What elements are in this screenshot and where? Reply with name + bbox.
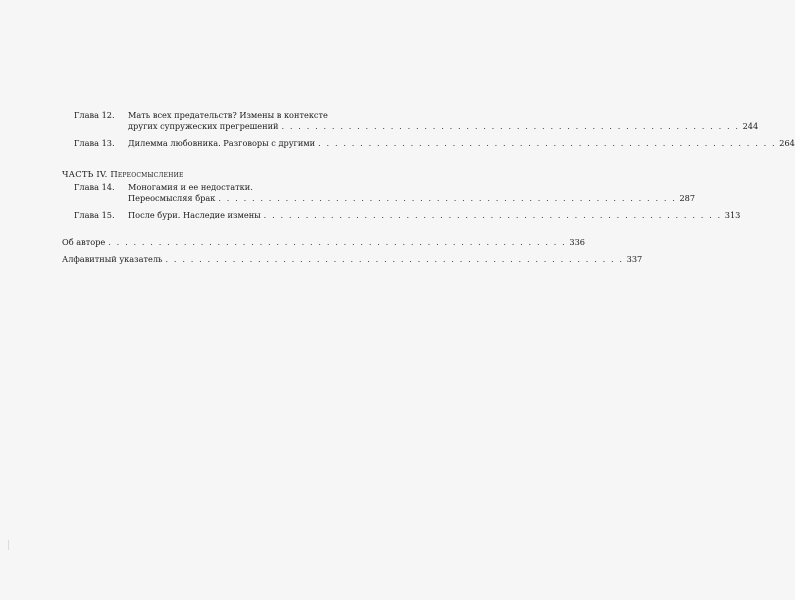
toc-entry-index[interactable] bbox=[62, 254, 643, 265]
page-number: 313 bbox=[724, 210, 741, 220]
page-number: 337 bbox=[626, 254, 643, 264]
part-title: Переосмысление bbox=[110, 169, 184, 179]
chapter-label: Глава 14. bbox=[74, 182, 115, 192]
chapter-label: Глава 12. bbox=[74, 110, 115, 120]
dot-leader: . . . . . . . . . . . . . . . . . . . . . . . . . . . . . . . . . . . . . . . . . . . . . . . . . . . . . . . bbox=[263, 210, 722, 220]
toc-entry-chapter-13[interactable] bbox=[62, 138, 795, 149]
section-title: Алфавитный указатель bbox=[62, 254, 163, 264]
part-heading bbox=[62, 169, 342, 180]
chapter-title-continued: Переосмысляя брак bbox=[128, 193, 216, 203]
part-number: ЧАСТЬ IV. bbox=[62, 169, 108, 179]
chapter-title: Моногамия и ее недостатки. bbox=[128, 182, 253, 192]
dot-leader: . . . . . . . . . . . . . . . . . . . . . . . . . . . . . . . . . . . . . . . . . . . . . . . . . . . . . . . bbox=[281, 121, 740, 131]
dot-leader: . . . . . . . . . . . . . . . . . . . . . . . . . . . . . . . . . . . . . . . . . . . . . . . . . . . . . . . bbox=[218, 193, 677, 203]
toc-entry-chapter-12[interactable] bbox=[62, 110, 759, 132]
chapter-title: После бури. Наследие измены bbox=[128, 210, 261, 220]
toc-entry-chapter-14[interactable] bbox=[62, 182, 696, 204]
page-number: 264 bbox=[779, 138, 795, 148]
chapter-label: Глава 13. bbox=[74, 138, 115, 148]
page-edge-mark bbox=[8, 540, 12, 550]
section-title: Об авторе bbox=[62, 237, 106, 247]
chapter-label: Глава 15. bbox=[74, 210, 115, 220]
chapter-title-continued: других супружеских прегрешений bbox=[128, 121, 279, 131]
dot-leader: . . . . . . . . . . . . . . . . . . . . . . . . . . . . . . . . . . . . . . . . . . . . . . . . . . . . . . . bbox=[318, 138, 777, 148]
table-of-contents bbox=[62, 110, 795, 265]
page-number: 244 bbox=[742, 121, 759, 131]
chapter-title: Мать всех предательств? Измены в контексте bbox=[128, 110, 328, 120]
page-number: 336 bbox=[569, 237, 586, 247]
dot-leader: . . . . . . . . . . . . . . . . . . . . . . . . . . . . . . . . . . . . . . . . . . . . . . . . . . . . . . . bbox=[108, 237, 567, 247]
page-number: 287 bbox=[679, 193, 696, 203]
dot-leader: . . . . . . . . . . . . . . . . . . . . . . . . . . . . . . . . . . . . . . . . . . . . . . . . . . . . . . . bbox=[165, 254, 624, 264]
toc-entry-chapter-15[interactable] bbox=[62, 210, 741, 221]
chapter-title: Дилемма любовника. Разговоры с другими bbox=[128, 138, 316, 148]
toc-entry-about-author[interactable] bbox=[62, 237, 586, 248]
